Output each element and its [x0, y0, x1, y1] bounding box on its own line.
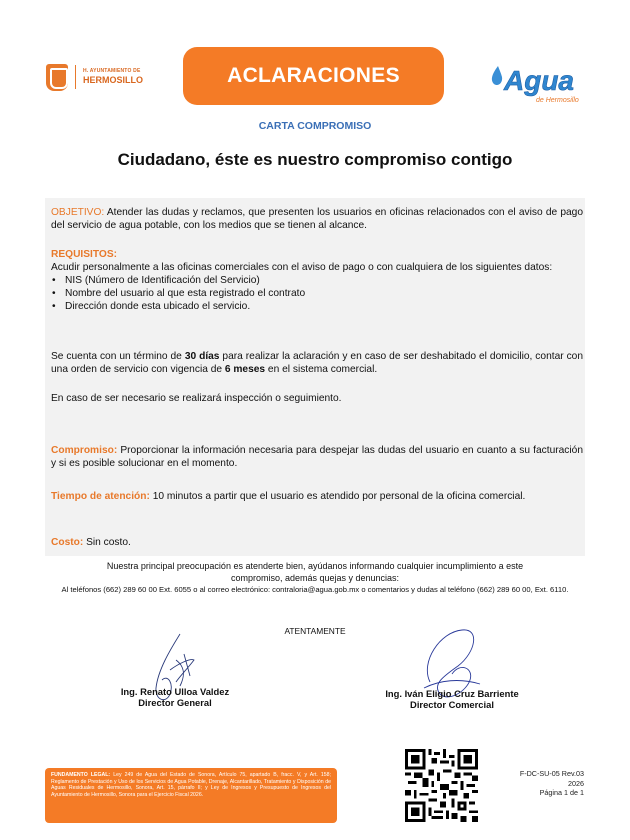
- list-item: • Dirección donde esta ubicado el servicio.: [51, 300, 583, 313]
- ayuntamiento-line2: HERMOSILLO: [83, 75, 143, 85]
- costo-text: Sin costo.: [83, 537, 131, 548]
- notice-line2: compromiso, además quejas y denuncias:: [230, 573, 400, 583]
- ayuntamiento-line1: H. AYUNTAMIENTO DE: [83, 68, 141, 74]
- qr-code-image[interactable]: [405, 749, 478, 822]
- legal-label: FUNDAMENTO LEGAL:: [51, 772, 111, 778]
- requisitos-intro: Acudir personalmente a las oficinas comerciales con el aviso de pago o con cualquiera de los siguientes datos:: [51, 262, 553, 273]
- page-number: Página 1 de 1: [539, 788, 584, 797]
- termino-bold2: 6 meses: [224, 364, 266, 375]
- termino-part2: para realizar la aclaración y en caso de ser deshabitado el domicilio, contar con una orden de servicio con vigencia de: [51, 351, 583, 375]
- objetivo-text: Atender las dudas y reclamos, que presenten los usuarios en oficinas relacionados con el aviso de pago del servicio de agua potable, con los medios que se tienen al alcance.: [51, 207, 583, 231]
- notice-contact: Al teléfonos (662) 289 60 00 Ext. 6055 o al correo electrónico: contraloria@agua.gob.mx o comentarios y dudas al teléfono (662) 289 60 00, Ext. 6110.: [61, 585, 569, 594]
- objetivo-section: [51, 206, 583, 232]
- fundamento-legal-box: [45, 768, 337, 823]
- document-info: [486, 769, 584, 798]
- objetivo-label: OBJETIVO:: [51, 207, 105, 218]
- signatory-title: Director Comercial: [410, 699, 494, 710]
- svg-text:Agua: Agua: [504, 65, 574, 96]
- shield-icon: [46, 64, 68, 91]
- svg-text:de Hermosillo: de Hermosillo: [536, 97, 579, 104]
- signatory-name: Ing. Iván Eligio Cruz Barriente: [385, 688, 519, 699]
- ayuntamiento-logo-text: [83, 69, 143, 85]
- requisitos-section: [51, 248, 583, 313]
- termino-part3: en el sistema comercial.: [265, 364, 378, 375]
- notice-line1: Nuestra principal preocupación es atenderte bien, ayúdanos informando cualquier incumplimiento a este: [106, 561, 524, 571]
- logo-divider: [75, 65, 76, 89]
- costo-section: [51, 536, 583, 549]
- tiempo-text: 10 minutos a partir que el usuario es atendido por personal de la oficina comercial.: [149, 491, 526, 502]
- costo-label: Costo:: [51, 537, 84, 548]
- termino-section: [51, 350, 583, 376]
- termino-bold1: 30 días: [184, 351, 220, 362]
- document-code: F-DC-SU-05 Rev.03: [519, 769, 584, 778]
- list-item: • NIS (Número de Identificación del Servicio): [51, 274, 583, 287]
- ayuntamiento-logo: [46, 62, 166, 92]
- tiempo-section: [51, 490, 583, 503]
- signatory-name: Ing. Renato Ulloa Valdez: [120, 686, 230, 697]
- compromiso-text: Proporcionar la información necesaria para despejar las dudas del usuario en cuanto a su facturación y si es posible solucionar en el momento.: [51, 445, 583, 469]
- document-year: 2026: [568, 778, 584, 788]
- inspeccion-text: En caso de ser necesario se realizará inspección o seguimiento.: [51, 393, 342, 404]
- signatory-title: Director General: [138, 697, 212, 708]
- compromiso-section: [51, 444, 583, 470]
- signature-block-comercial: [352, 688, 552, 710]
- signature-block-general: [90, 686, 260, 708]
- requisitos-label: REQUISITOS:: [51, 249, 118, 260]
- list-item: • Nombre del usuario al que esta registrado el contrato: [51, 287, 583, 300]
- agua-hermosillo-logo: [484, 52, 584, 108]
- banner-title: ACLARACIONES: [227, 64, 400, 87]
- requisitos-list: [51, 274, 583, 313]
- atentamente-label: ATENTAMENTE: [284, 626, 346, 636]
- tiempo-label: Tiempo de atención:: [51, 491, 150, 502]
- title-banner: [183, 47, 444, 105]
- page-title: Ciudadano, éste es nuestro compromiso contigo: [117, 150, 513, 169]
- termino-part1: Se cuenta con un término de: [51, 351, 185, 362]
- legal-text: Ley 249 de Agua del Estado de Sonora, Artículo 75, apartado B, fracc. V, y Art. 158; Reglamento de Prestación y Uso de los Servicios de Agua Potable, Drenaje, Alcantarillado, Tratamiento y Disposición de Aguas Residuales de Hermosillo, Sonora, Art. 15, párrafo II; y Ley de Ingresos y Presupuesto de Ingresos del Ayuntamiento de Hermosillo, Sonora para el Ejercicio Fiscal 2026.: [51, 772, 331, 799]
- document-subtitle: CARTA COMPROMISO: [258, 120, 372, 132]
- compromiso-label: Compromiso:: [51, 445, 118, 456]
